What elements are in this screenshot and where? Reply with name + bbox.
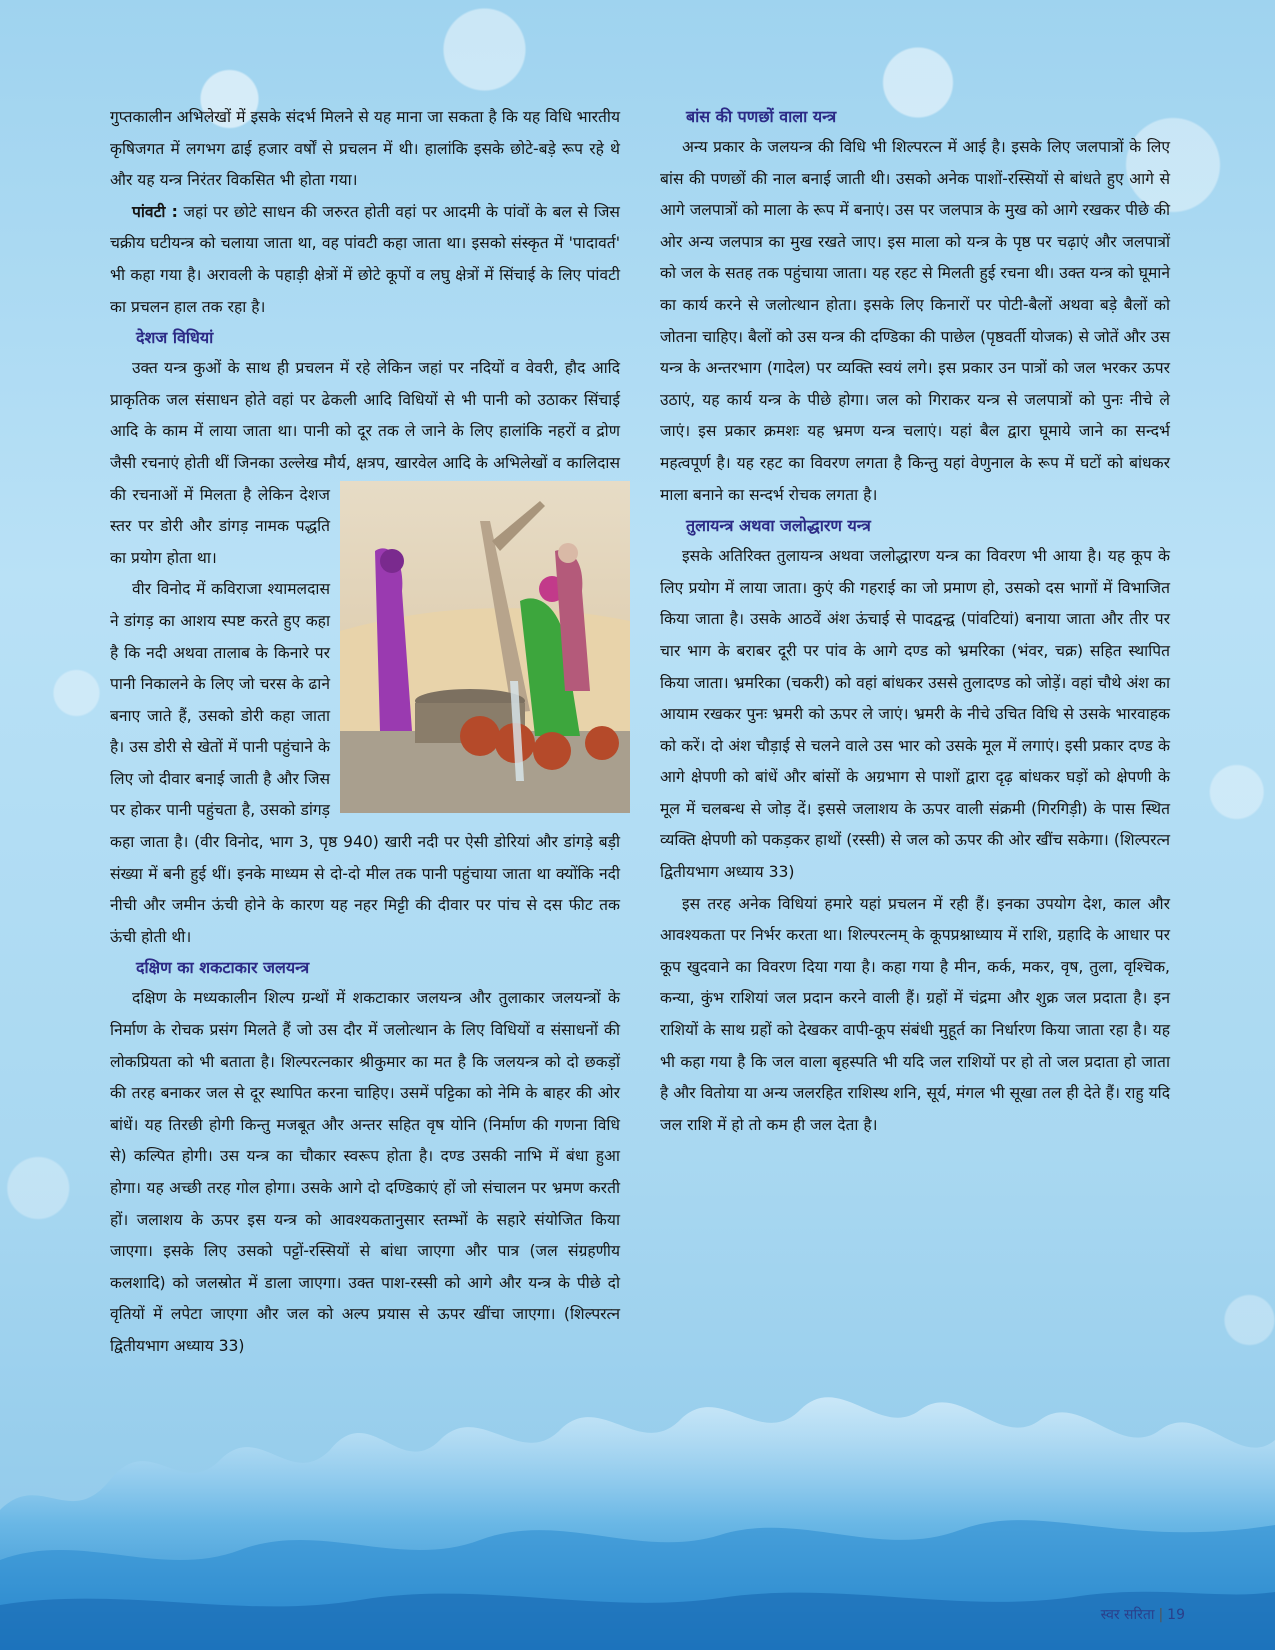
heading-bans-panchhon: बांस की पणछों वाला यन्त्र: [686, 107, 837, 126]
paragraph-bans-yantra: अन्य प्रकार के जलयन्त्र की विधि भी शिल्परत्न में आई है। इसके लिए जलपात्रों के लिए बांस की पणछों की नाल बनाई जाती थी। उसको अनेक पाशों-रस्सियों से बांधते हुए आगे से आगे जलपात्रों को माला के रूप में बनाएं। उस पर जलपात्र के मुख को आगे रखकर पीछे की ओर अन्य जलपात्र का मुख रखते जाए। इस माला को यन्त्र के पृष्ठ पर चढ़ाएं और जलपात्रों को जल के सतह तक पहुंचाया जाता। यह रहट से मिलती हुई रचना थी। उक्त यन्त्र को घूमाने का कार्य करने से जलोत्थान होता। इसके लिए किनारों पर पोटी-बैलों अथवा बड़े बैलों को जोतना चाहिए। बैलों को उस यन्त्र की दण्डिका की पाछेल (पृष्ठवर्ती योजक) से जोतें और उस यन्त्र के अन्तरभाग (गादेल) पर व्यक्ति स्वयं लगे। इस प्रकार उन पात्रों को जल भरकर ऊपर उठाएं, यह कार्य यन्त्र के पीछे होगा। जल को गिराकर यन्त्र से जलपात्रों को पुनः नीचे ले जाएं। इस प्रकार क्रमशः यह भ्रमण यन्त्र चलाएं। यहां बैल द्वारा घूमाये जाने का सन्दर्भ महत्वपूर्ण है। यह रहट का विवरण लगता है किन्तु यहां वेणुनाल के रूप में घटों को बांधकर माला बनाने का सन्दर्भ रोचक लगता है।: [660, 138, 1170, 504]
paragraph-panvati: [110, 197, 620, 323]
left-column: [110, 102, 620, 1363]
term-panvati: पांवटी :: [132, 202, 178, 221]
right-column: [660, 102, 1170, 1141]
panvati-text: जहां पर छोटे साधन की जरुरत होती वहां पर आदमी के पांवों के बल से जिस चक्रीय घटीयन्त्र को चलाया जाता था, वह पांवटी कहा जाता था। इसको संस्कृत में 'पादावर्त' भी कहा गया है। अरावली के पहाड़ी क्षेत्रों में छोटे कूपों व लघु क्षेत्रों में सिंचाई के लिए पांवटी का प्रचलन हाल तक रहा है।: [110, 202, 620, 316]
paragraph-conclusion: इस तरह अनेक विधियां हमारे यहां प्रचलन में रही हैं। इनका उपयोग देश, काल और आवश्यकता पर निर्भर करता था। शिल्परत्नम् के कूपप्रश्नाध्याय में राशि, ग्रहादि के आधार पर कूप खुदवाने का विवरण दिया गया है। कहा गया है मीन, कर्क, मकर, वृष, तुला, वृश्चिक, कन्या, कुंभ राशियां जल प्रदान करने वाली हैं। ग्रहों में चंद्रमा और शुक्र जल प्रदाता है। इन राशियों के साथ ग्रहों को देखकर वापी-कूप संबंधी मुहूर्त का निर्धारण किया जाता रहा है। यह भी कहा गया है कि जल वाला बृहस्पति भी यदि जल राशियों पर हो तो जल प्रदाता हो जाता है और वितोया या अन्य जलरहित राशिस्थ शनि, सूर्य, मंगल भी सूखा तल ही देते हैं। राहु यदि जल राशि में हो तो कम ही जल देता है।: [660, 894, 1170, 1134]
paragraph-gupta: गुप्तकालीन अभिलेखों में इसके संदर्भ मिलने से यह माना जा सकता है कि यह विधि भारतीय कृषिजगत में लगभग ढाई हजार वर्षों से प्रचलन में थी। हालांकि इसके छोटे-बड़े रूप रहे थे और यह यन्त्र निरंतर विकसित भी होता गया।: [110, 108, 620, 190]
page-footer: [1101, 1605, 1185, 1624]
paragraph-deshaj: उक्त यन्त्र कुओं के साथ ही प्रचलन में रहे लेकिन जहां पर नदियों व वेवरी, हौद आदि प्राकृतिक जल संसाधन होते वहां पर ढेकली आदि विधियों से भी पानी को उठाकर सिंचाई आदि के काम में लाया जाता था। पानी को दूर तक ले जाने के लिए हालांकि नहरों व द्रोण जैसी रचनाएं होती थीं जिनका उल्लेख मौर्य, क्षत्रप, खारवेल आदि के अभिलेखों व कालिदास की रचनाओं में मिलता है लेकिन देशज स्तर पर डोरी और डांगड़ नामक पद्धति का प्रयोग होता था।: [110, 359, 620, 567]
paragraph-veer-vinod: वीर विनोद में कविराजा श्यामलदास ने डांगड़ का आशय स्पष्ट करते हुए कहा है कि नदी अथवा तालाब के किनारे पर पानी निकालने के लिए जो चरस के ढाने बनाए जाते हैं, उसको डोरी कहा जाता है। उस डोरी से खेतों में पानी पहुंचाने के लिए जो दीवार बनाई जाती है और जिस पर होकर पानी पहुंचता है, उसको डांगड़ कहा जाता है। (वीर विनोद, भाग 3, पृष्ठ 940) खारी नदी पर ऐसी डोरियां और डांगड़े बड़ी संख्या में बनी हुई थीं। इनके माध्यम से दो-दो मील तक पानी पहुंचाया जाता था क्योंकि नदी नीची और जमीन ऊंची होने के कारण यह नहर मिट्टी की दीवार पर पांच से दस फीट तक ऊंची होती थी।: [110, 580, 620, 946]
heading-tulayantra: तुलायन्त्र अथवा जलोद्धारण यन्त्र: [686, 516, 871, 536]
village-well-photo: [340, 481, 630, 813]
paragraph-shakatakar: दक्षिण के मध्यकालीन शिल्प ग्रन्थों में शकटाकार जलयन्त्र और तुलाकार जलयन्त्रों के निर्माण के रोचक प्रसंग मिलते हैं जो उस दौर में जलोत्थान के लिए विधियों व संसाधनों की लोकप्रियता को भी बताता है। शिल्परत्नकार श्रीकुमार का मत है कि जलयन्त्र को दो छकड़ों की तरह बनाकर जल से दूर स्थापित करना चाहिए। उसमें पट्टिका को नेमि के बाहर की ओर बांधें। यह तिरछी होगी किन्तु मजबूत और अन्तर सहित वृष योनि (निर्माण की गणना विधि से) कल्पित होगी। उस यन्त्र का चौकार स्वरूप होता है। दण्ड उसकी नाभि में बंधा हुआ होगा। यह अच्छी तरह गोल होगा। उसके आगे दो दण्डिकाएं हों जो संचालन पर भ्रमण करती हों। जलाशय के ऊपर इस यन्त्र को आवश्यकतानुसार स्तम्भों के सहारे संयोजित किया जाएगा। इसके लिए उसको पट्टों-रस्सियों से बांधा जाएगा और पात्र (जल संग्रहणीय कलशादि) को जलस्रोत में डाला जाएगा। उक्त पाश-रस्सी को आगे और यन्त्र के पीछे दो वृतियों में लपेटा जाएगा और जल को अल्प प्रयास से ऊपर खींचा जाएगा। (शिल्परत्न द्वितीयभाग अध्याय 33): [110, 989, 620, 1355]
footer-separator: |: [1158, 1607, 1164, 1623]
paragraph-tulayantra: इसके अतिरिक्त तुलायन्त्र अथवा जलोद्धारण यन्त्र का विवरण भी आया है। यह कूप के लिए प्रयोग में लाया जाता। कुएं की गहराई का जो प्रमाण हो, उसको दस भागों में विभाजित किया जाता है। उसके आठवें अंश ऊंचाई से पादद्वन्द्व (पांवटियां) बनाया जाता और तीर पर चार भाग के बराबर दूरी पर पांव के आगे दण्ड को भ्रमरिका (भंवर, चक्र) सहित स्थापित किया जाता। भ्रमरिका (चकरी) को वहां बांधकर उससे तुलादण्ड को जोड़ें। वहां चौथे अंश का आयाम रखकर पुनः भ्रमरी को ऊपर ले जाएं। भ्रमरी के नीचे उचित विधि से उसके भारवाहक को करें। दो अंश चौड़ाई से चलने वाले उस भार को उसके मूल में लगाएं। इसी प्रकार दण्ड के आगे क्षेपणी को बांधें और बांसों के अग्रभाग से पाशों द्वारा दृढ़ बांधकर घड़ों को क्षेपणी के मूल में चलबन्ध से जोड़ दें। इससे जलाशय के ऊपर वाली संक्रमी (गिरगिड़ी) के पास स्थित व्यक्ति क्षेपणी को पकड़कर हाथों (रस्सी) से जल को ऊपर की ओर खींच सकेगा। (शिल्परत्न द्वितीयभाग अध्याय 33): [660, 547, 1170, 882]
heading-dakshin-shakatakar: दक्षिण का शकटाकार जलयन्त्र: [136, 958, 310, 978]
page-number: 19: [1167, 1607, 1185, 1623]
magazine-name: स्वर सरिता: [1100, 1607, 1155, 1623]
heading-deshaj-vidhiyan: देशज विधियां: [136, 328, 214, 348]
water-splash-decoration: [0, 1360, 1275, 1650]
